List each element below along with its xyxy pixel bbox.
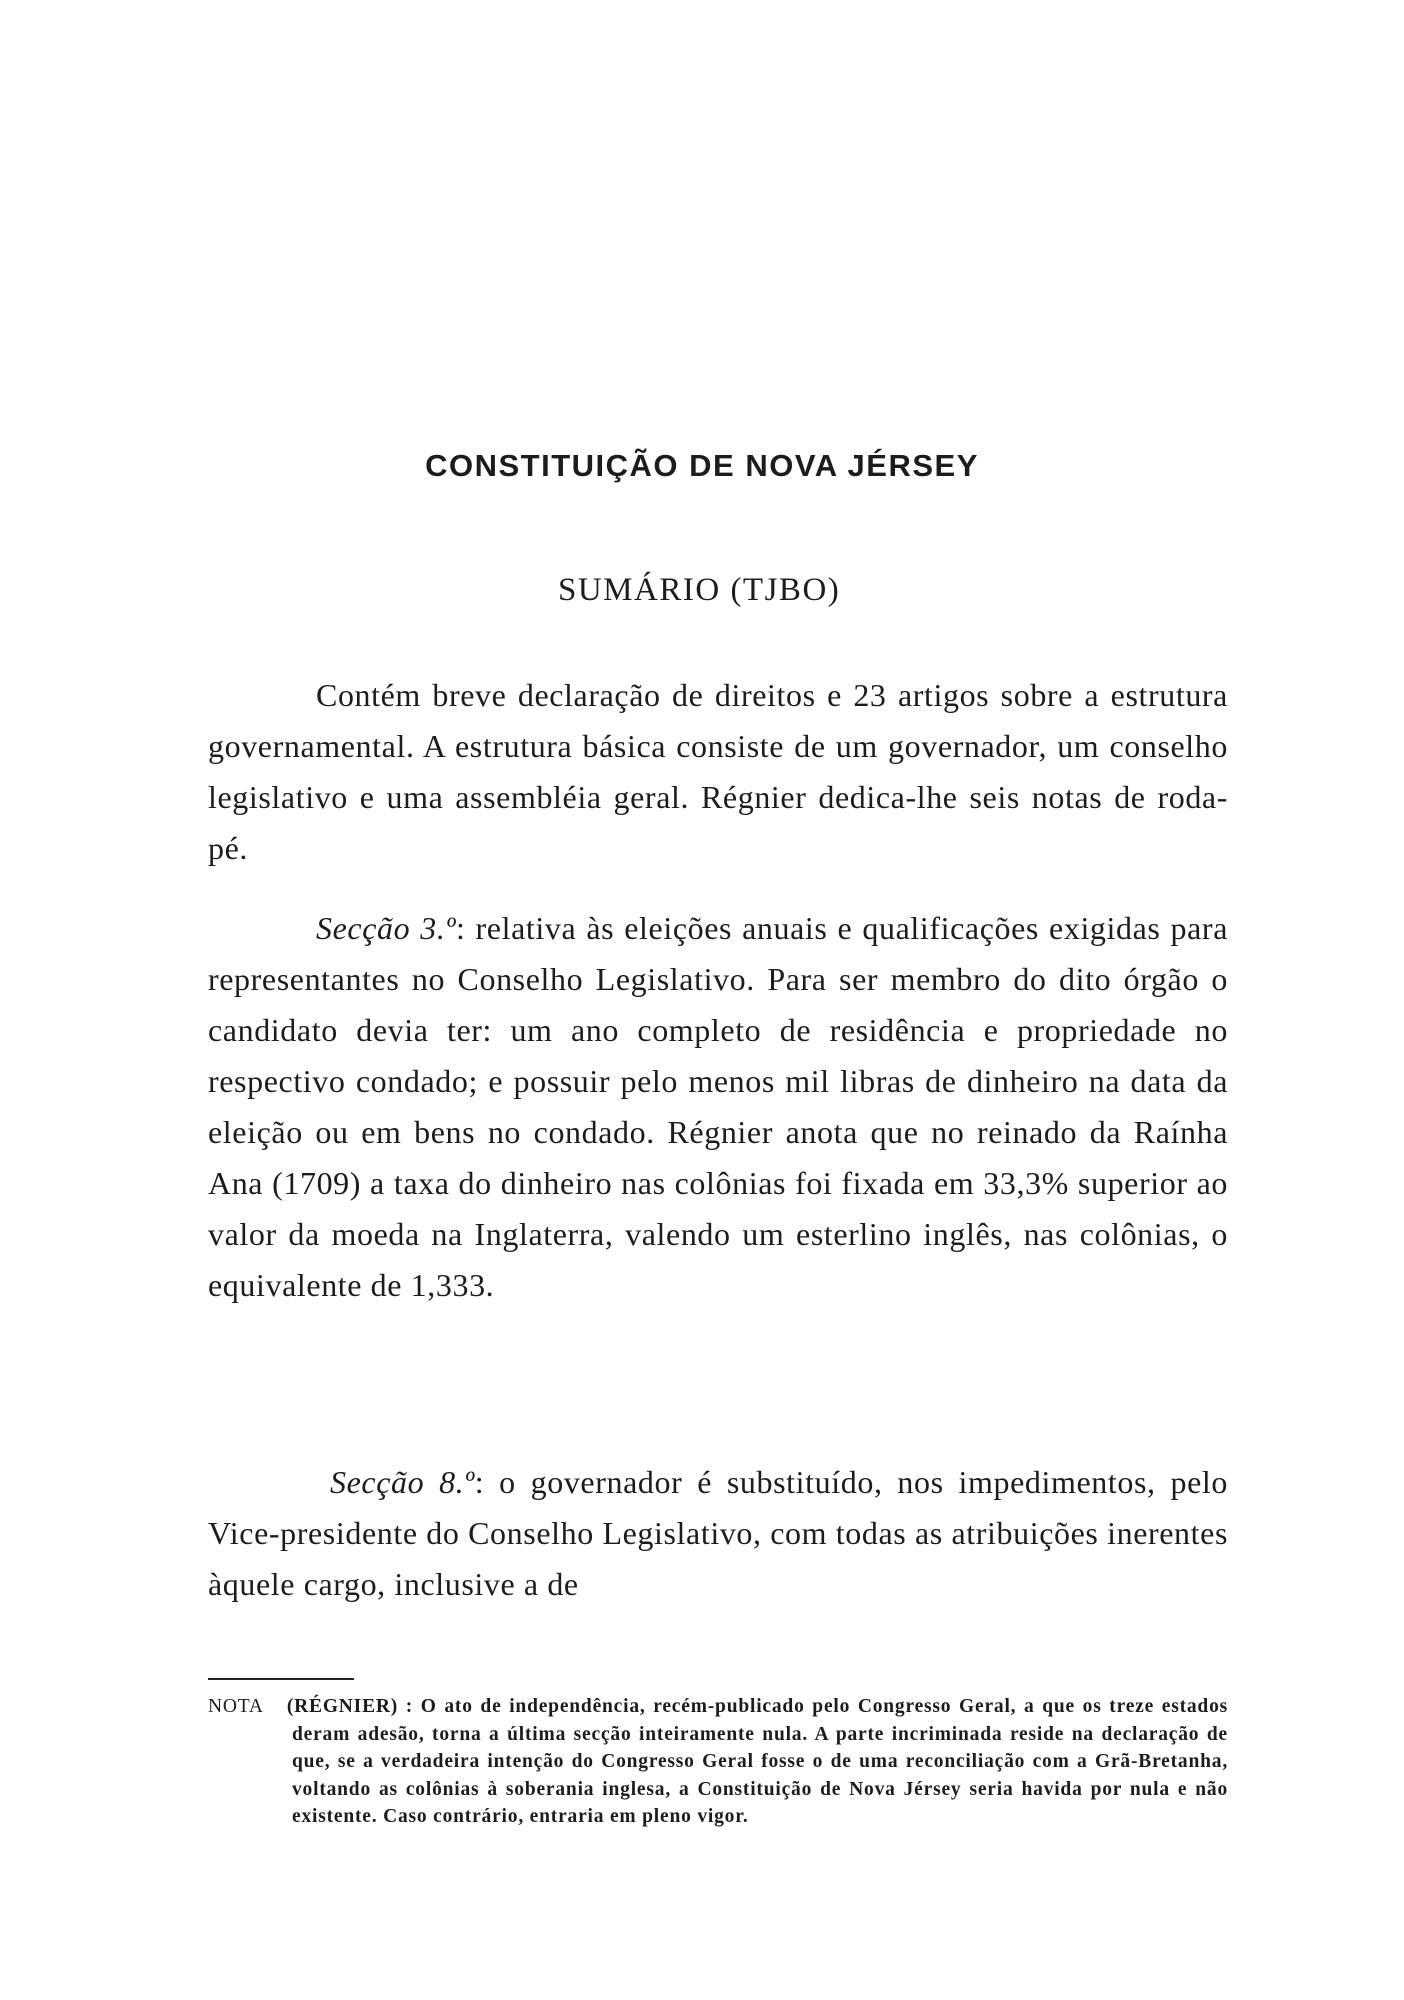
- footnote-text: O ato de independência, recém-publicado pelo Congresso Geral, a que os treze estados deram adesão, torna a última secção inteiramente nula. A parte incriminada reside na declaração de que, se a verdadeira intenção do Congresso Geral fosse o de uma reconciliação com a Grã-Bretanha, voltando as colônias à soberania inglesa, a Constituição de Nova Jérsey seria havida por nula e não existente. Caso contrário, entraria em pleno vigor.: [292, 1696, 1229, 1827]
- footnote-label: NOTA: [208, 1696, 264, 1717]
- footnote-author: (RÉGNIER) :: [286, 1696, 414, 1717]
- paragraph-summary: [208, 670, 1228, 874]
- paragraph-text: : relativa às eleições anuais e qualificações exigidas para representantes no Conselho Legislativo. Para ser membro do dito órgão o candidato devia ter: um ano completo de residência e propriedade no respectivo condado; e possuir pelo menos mil libras de dinheiro na data da eleição ou em bens no condado. Régnier anota que no reinado da Raínha Ana (1709) a taxa do dinheiro nas colônias foi fixada em 33,3% superior ao valor da moeda na Inglaterra, valendo um esterlino inglês, nas colônias, o equivalente de 1,333.: [208, 910, 1228, 1303]
- paragraph-text: : o governador é substituído, nos impedimentos, pelo Vice-presidente do Conselho Legislativo, com todas as atribuições inerentes àquele cargo, inclusive a de: [208, 1464, 1228, 1602]
- paragraph-section-8: [208, 1457, 1228, 1610]
- section-label: Secção 8.º: [330, 1464, 475, 1500]
- footnote-divider: [208, 1678, 354, 1680]
- document-title: CONSTITUIÇÃO DE NOVA JÉRSEY: [425, 448, 979, 483]
- footnote: [208, 1693, 1228, 1831]
- paragraph-text: Contém breve declaração de direitos e 23 artigos sobre a estrutura governamental. A estrutura básica consiste de um governador, um conselho legislativo e uma assembléia geral. Régnier dedica-lhe seis notas de roda-pé.: [208, 677, 1228, 866]
- document-subtitle: SUMÁRIO (TJBO): [558, 572, 841, 608]
- section-label: Secção 3.º: [316, 910, 456, 946]
- paragraph-section-3: [208, 903, 1228, 1311]
